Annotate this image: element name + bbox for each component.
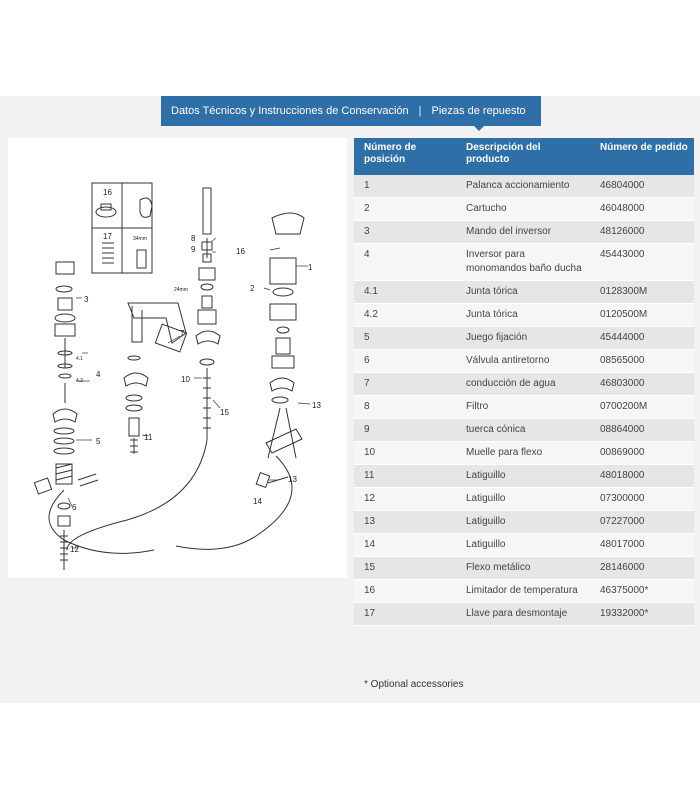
cell-order-number: 08565000 <box>590 350 694 373</box>
table-row <box>354 244 694 281</box>
cell-order-number: 07300000 <box>590 488 694 511</box>
cell-position: 3 <box>354 221 456 244</box>
callout-9: 9 <box>191 245 196 254</box>
cell-position: 8 <box>354 396 456 419</box>
callout-1: 1 <box>308 263 313 272</box>
cell-position: 9 <box>354 419 456 442</box>
table-row <box>354 419 694 442</box>
cell-order-number: 46375000* <box>590 580 694 603</box>
cell-description: Latiguillo <box>456 511 590 534</box>
cell-order-number: 07227000 <box>590 511 694 534</box>
cell-position: 4.1 <box>354 281 456 304</box>
cell-order-number: 45444000 <box>590 327 694 350</box>
callout-4-1: 4.1 <box>76 356 83 362</box>
table-row <box>354 511 694 534</box>
callout-8: 8 <box>191 234 196 243</box>
cell-description: Latiguillo <box>456 534 590 557</box>
callout-15: 15 <box>220 408 229 417</box>
cell-description: Mando del inversor <box>456 221 590 244</box>
cell-description: conducción de agua <box>456 373 590 396</box>
header-order-number: Número de pedido <box>590 138 694 175</box>
table-row <box>354 488 694 511</box>
cell-order-number: 46804000 <box>590 175 694 198</box>
tab-spare-parts[interactable]: Piezas de repuesto <box>422 105 536 117</box>
exploded-parts-diagram <box>8 138 347 578</box>
header-position: Número de posición <box>354 138 456 175</box>
cell-description: Filtro <box>456 396 590 419</box>
inset-label-16: 16 <box>103 188 112 197</box>
cell-position: 14 <box>354 534 456 557</box>
cell-position: 2 <box>354 198 456 221</box>
cell-position: 4 <box>354 244 456 281</box>
table-row <box>354 175 694 198</box>
callout-12: 12 <box>70 545 79 554</box>
table-row <box>354 396 694 419</box>
dimension-label: 24mm <box>174 287 188 293</box>
cell-order-number: 19332000* <box>590 603 694 626</box>
callout-13-upper: 13 <box>312 401 321 410</box>
cell-position: 16 <box>354 580 456 603</box>
cell-position: 6 <box>354 350 456 373</box>
cell-description: Latiguillo <box>456 488 590 511</box>
callout-4: 4 <box>96 370 101 379</box>
callout-14: 14 <box>253 497 262 506</box>
cell-position: 10 <box>354 442 456 465</box>
cell-order-number: 0700200M <box>590 396 694 419</box>
cell-order-number: 48017000 <box>590 534 694 557</box>
cell-order-number: 0128300M <box>590 281 694 304</box>
exploded-view-svg <box>8 138 347 578</box>
cell-position: 7 <box>354 373 456 396</box>
cell-position: 13 <box>354 511 456 534</box>
cell-order-number: 28146000 <box>590 557 694 580</box>
cell-order-number: 48018000 <box>590 465 694 488</box>
cell-description: Limitador de temperatura <box>456 580 590 603</box>
cell-description: Llave para desmontaje <box>456 603 590 626</box>
cell-position: 1 <box>354 175 456 198</box>
callout-11: 11 <box>144 433 153 442</box>
callout-6: 6 <box>72 503 77 512</box>
callout-10: 10 <box>181 375 190 384</box>
cell-position: 12 <box>354 488 456 511</box>
cell-order-number: 48126000 <box>590 221 694 244</box>
cell-order-number: 45443000 <box>590 244 694 281</box>
callout-5: 5 <box>96 437 101 446</box>
table-row <box>354 442 694 465</box>
table-row <box>354 580 694 603</box>
inset-label-17: 17 <box>103 232 112 241</box>
cell-description: Latiguillo <box>456 465 590 488</box>
table-header-row <box>354 138 694 175</box>
callout-13-lower: 13 <box>288 475 297 484</box>
table-row <box>354 304 694 327</box>
cell-position: 5 <box>354 327 456 350</box>
cell-description: Juego fijación <box>456 327 590 350</box>
tab-separator: | <box>418 105 422 117</box>
table-row <box>354 557 694 580</box>
cell-order-number: 46803000 <box>590 373 694 396</box>
cell-position: 4.2 <box>354 304 456 327</box>
table-row <box>354 221 694 244</box>
cell-order-number: 08864000 <box>590 419 694 442</box>
callout-4-2: 4.2 <box>76 378 83 384</box>
cell-position: 11 <box>354 465 456 488</box>
table-row <box>354 281 694 304</box>
tab-technical-data[interactable]: Datos Técnicos y Instrucciones de Conservación <box>171 105 409 117</box>
callout-3: 3 <box>84 295 89 304</box>
cell-description: Junta tórica <box>456 281 590 304</box>
table-row <box>354 373 694 396</box>
table-row <box>354 350 694 373</box>
cell-description: Válvula antiretorno <box>456 350 590 373</box>
cell-description: tuerca cónica <box>456 419 590 442</box>
tab-bar <box>161 96 541 126</box>
callout-7: 7 <box>180 329 185 338</box>
cell-order-number: 46048000 <box>590 198 694 221</box>
table-row <box>354 534 694 557</box>
table-row <box>354 603 694 626</box>
cell-description: Palanca accionamiento <box>456 175 590 198</box>
cell-description: Inversor para monomandos baño ducha <box>456 244 590 281</box>
spare-parts-table <box>354 138 694 626</box>
cell-position: 17 <box>354 603 456 626</box>
callout-2: 2 <box>250 284 255 293</box>
inset-dimension: 34mm <box>133 236 147 242</box>
cell-description: Flexo metálico <box>456 557 590 580</box>
table-row <box>354 327 694 350</box>
cell-description: Muelle para flexo <box>456 442 590 465</box>
header-description: Descripción del producto <box>456 138 590 175</box>
cell-description: Junta tórica <box>456 304 590 327</box>
cell-position: 15 <box>354 557 456 580</box>
table-row <box>354 198 694 221</box>
footnote: * Optional accessories <box>364 679 464 690</box>
table-row <box>354 465 694 488</box>
cell-order-number: 0120500M <box>590 304 694 327</box>
cell-order-number: 00869000 <box>590 442 694 465</box>
callout-16: 16 <box>236 247 245 256</box>
cell-description: Cartucho <box>456 198 590 221</box>
